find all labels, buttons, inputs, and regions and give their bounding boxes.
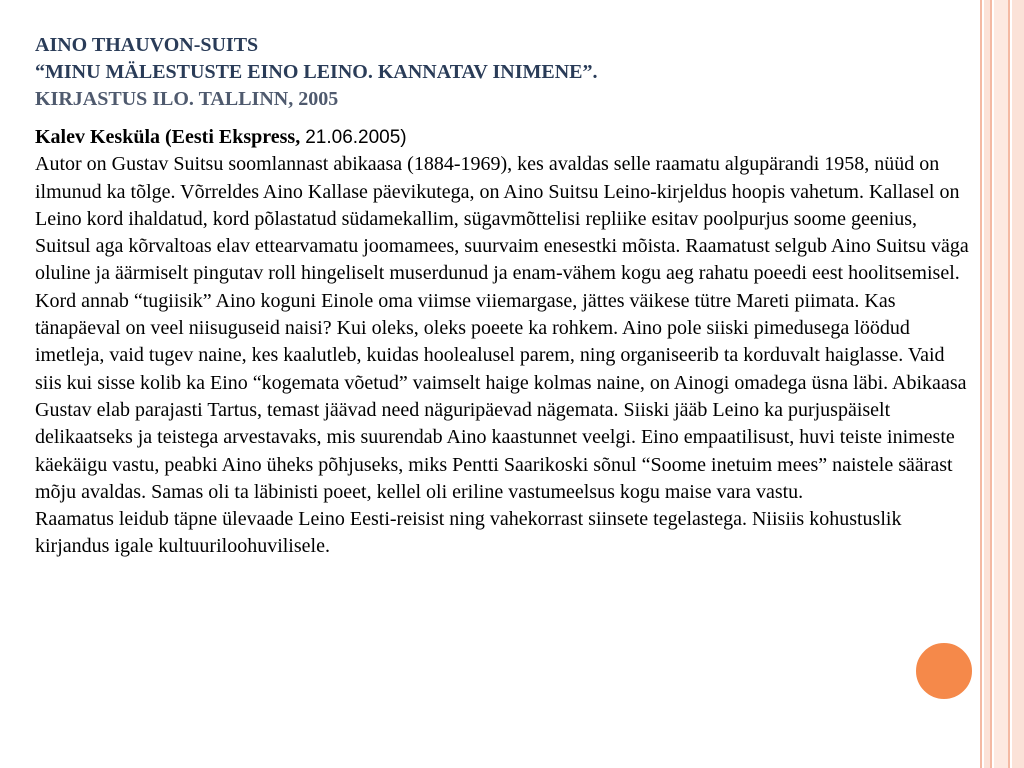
review-date: 21.06.2005) xyxy=(305,127,407,148)
review-byline xyxy=(35,124,970,151)
reviewer-name: Kalev Kesküla (Eesti Ekspress, xyxy=(35,126,301,148)
review-paragraph: Raamatus leidub täpne ülevaade Leino Eesti-reisist ning vahekorrast siinsete tegelastega. Niisiis kohustuslik kirjandus igale kultuuriloohuvilisele. xyxy=(35,508,902,558)
title-author: AINO THAUVON-SUITS xyxy=(35,34,259,56)
title-publisher: KIRJASTUS ILO. TALLINN, 2005 xyxy=(35,88,339,110)
decorative-stripe xyxy=(980,0,982,768)
title-book: “MINU MÄLESTUSTE EINO LEINO. KANNATAV INIMENE”. xyxy=(35,61,598,83)
decorative-circle-icon xyxy=(913,640,975,702)
slide-title xyxy=(35,32,598,113)
review-body xyxy=(35,124,970,561)
review-paragraph: Autor on Gustav Suitsu soomlannast abikaasa (1884-1969), kes avaldas selle raamatu algupärandi 1958, nüüd on ilmunud ka tõlge. Võrreldes Aino Kallase päevikutega, on Aino Suitsu Leino-kirjeldus hoopis vahetum. Kallasel on Leino kord ihaldatud, kord põlastatud südamekallim, sügavmõttelisi repliike esitav poolpurjus soome geenius, Suitsul aga kõrvaltoas elav ettearvamatu joomamees, suurvaim enesestki mõista. Raamatust selgub Aino Suitsu väga oluline ja äärmiselt pingutav roll hingeliselt muserdunud ja enam-vähem kogu aeg rahatu poeedi eest hoolitsemisel. Kord annab “tugiisik” Aino koguni Einole oma viimse viiemargase, jättes väikese tütre Mareti piimata. Kas tänapäeval on veel niisuguseid naisi? Kui oleks, oleks poeete ka rohkem. Aino pole siiski pimedusega löödud imetleja, vaid tugev naine, kes kaalutleb, kuidas hoolealusel parem, ning organiseerib ta korduvalt haiglasse. Vaid siis kui sisse kolib ka Eino “kogemata võetud” vaimselt haige kolmas naine, on Ainogi omadega üsna läbi. Abikaasa Gustav elab parajasti Tartus, temast jäävad need näguripäevad nägemata. Siiski jääb Leino ka purjuspäiselt delikaatseks ja teistega arvestavaks, mis suurendab Aino kaastunnet veelgi. Eino empaatilisust, huvi teiste inimeste käekäigu vastu, peabki Aino üheks põhjuseks, miks Pentti Saarikoski sõnul “Soome inetuim mees” naistele säärast mõju avaldas. Samas oli ta läbinisti poeet, kellel oli eriline vastumeelsus kogu maise vara vastu. xyxy=(35,153,969,503)
decorative-stripe xyxy=(994,0,1008,768)
decorative-stripe xyxy=(990,0,992,768)
decorative-stripe xyxy=(1008,0,1010,768)
decorative-stripe xyxy=(1012,0,1024,768)
